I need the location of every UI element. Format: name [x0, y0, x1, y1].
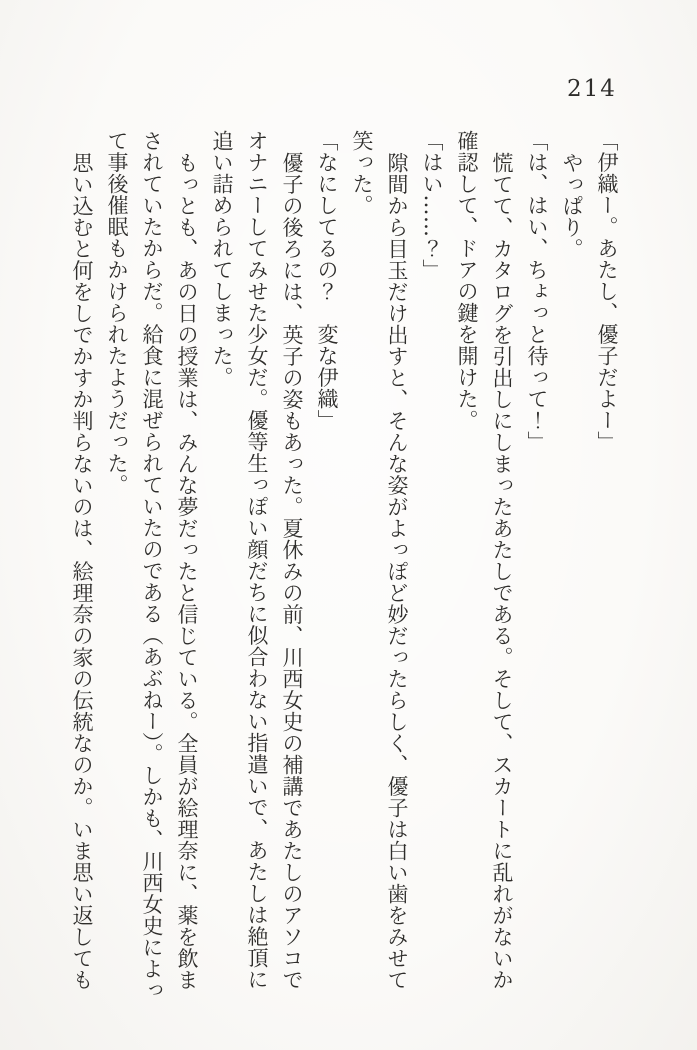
text-column-12: 追い詰められてしまった。 [210, 130, 234, 388]
text-block [64, 130, 624, 1018]
text-column-14: されていたからだ。給食に混ぜられていたのである（あぶねー）。しかも、川西女史によっ [140, 130, 164, 1001]
text-column-3: 「は、はい、ちょっと待って！」 [525, 130, 549, 453]
text-column-4: 慌てて、カタログを引出しにしまったあたしである。そして、スカートに乱れがないか [490, 152, 514, 991]
text-column-10: 優子の後ろには、英子の姿もあった。夏休みの前、川西女史の補講であたしのアソコで [280, 152, 304, 991]
text-column-15: て事後催眠もかけられたようだった。 [105, 130, 129, 496]
text-column-7: 隙間から目玉だけ出すと、そんな姿がよっぽど妙だったらしく、優子は白い歯をみせて [385, 152, 409, 991]
page-number: 214 [567, 76, 617, 102]
text-column-8: 笑った。 [350, 130, 374, 216]
text-column-9: 「なにしてるの？ 変な伊織」 [315, 130, 339, 431]
text-column-5: 確認して、ドアの鍵を開けた。 [455, 130, 479, 431]
text-column-13: もっとも、あの日の授業は、みんな夢だったと信じている。全員が絵理奈に、薬を飲ま [175, 152, 199, 991]
text-column-6: 「はい……？」 [420, 130, 444, 281]
text-column-11: オナニーしてみせた少女だ。優等生っぽい顔だちに似合わない指遣いで、あたしは絶頂に [245, 130, 269, 990]
text-column-16: 思い込むと何をしでかすか判らないのは、絵理奈の家の伝統なのか。いま思い返しても [70, 152, 94, 991]
text-column-1: 「伊織ー。あたし、優子だよー」 [595, 130, 619, 453]
text-column-2: やっぱり。 [560, 152, 584, 260]
